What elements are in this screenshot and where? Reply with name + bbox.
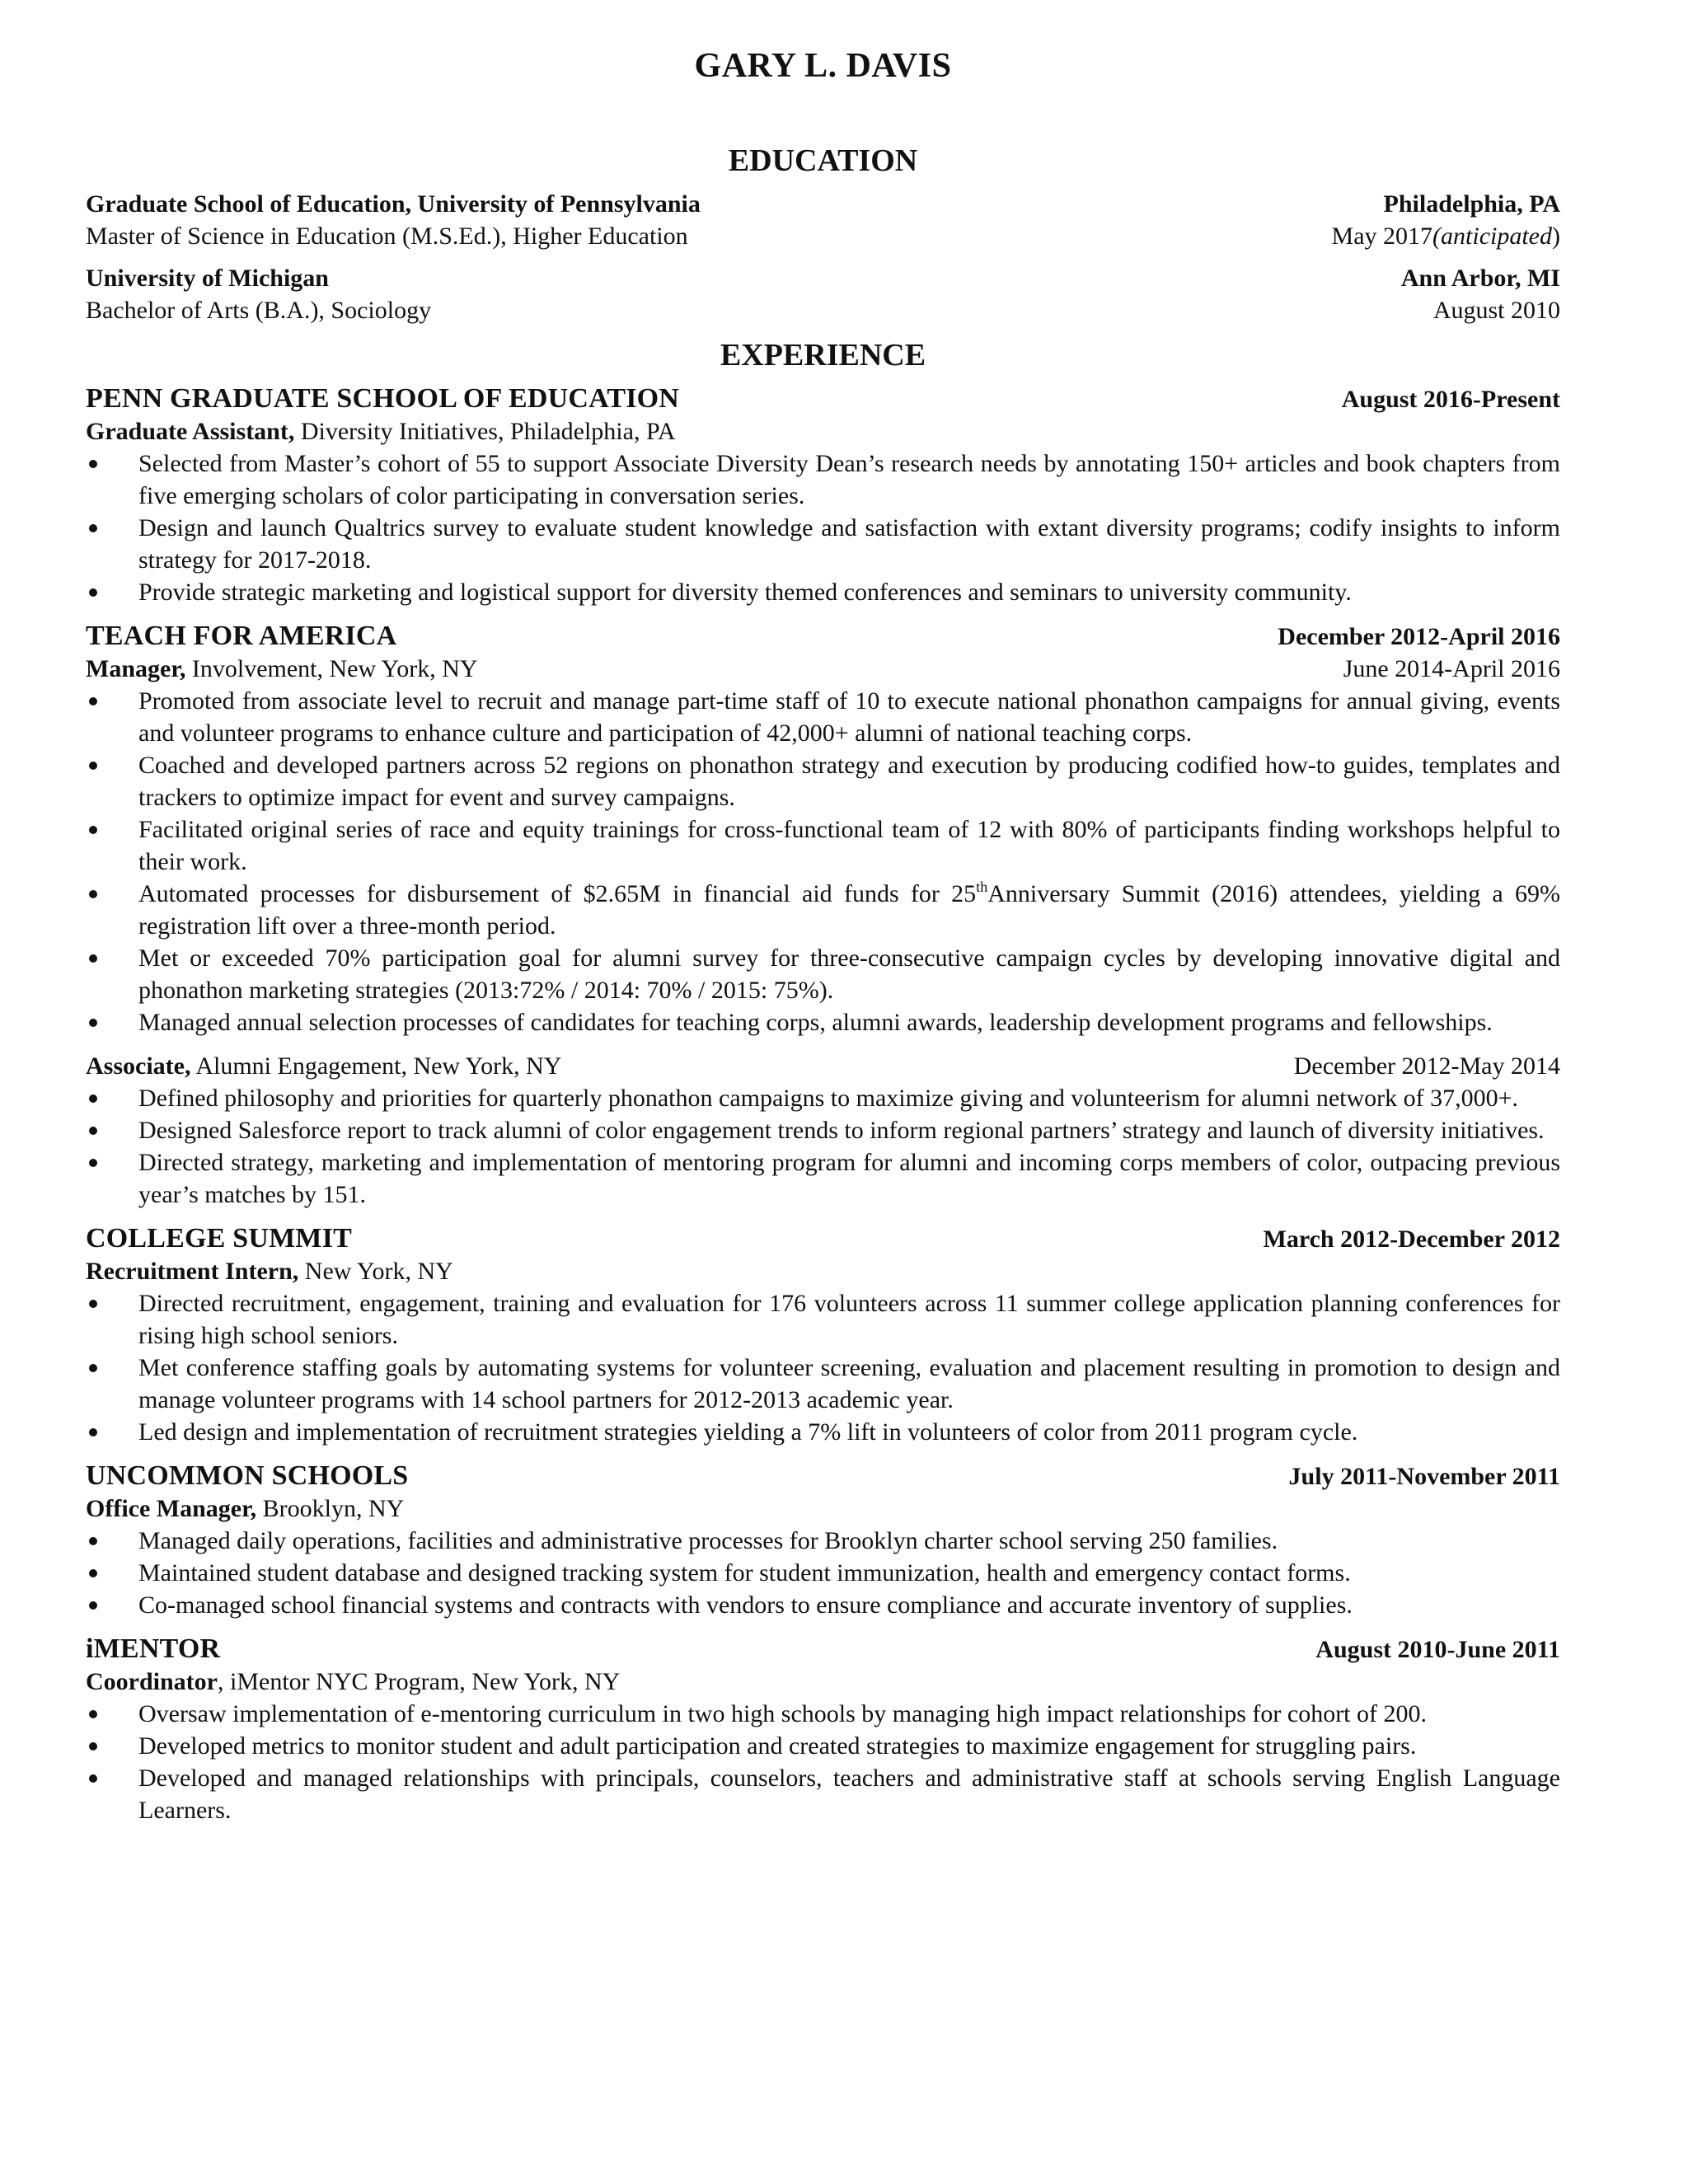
role-line <box>86 1666 620 1698</box>
candidate-name: GARY L. DAVIS <box>694 47 952 85</box>
organization-dates: August 2016-Present <box>1341 386 1560 413</box>
bullet-item: Facilitated original series of race and equity trainings for cross-functional team of 12 with 80% of participants finding workshops helpful to their work. <box>86 813 1560 878</box>
role-title: Associate, <box>86 1052 191 1080</box>
bullet-item: Oversaw implementation of e-mentoring curriculum in two high schools by managing high impact relationships for cohort of 200. <box>86 1698 1560 1730</box>
role-title: Graduate Assistant, <box>86 418 295 445</box>
organization-name: UNCOMMON SCHOOLS <box>86 1460 409 1491</box>
experience-heading: EXPERIENCE <box>720 338 926 373</box>
bullet-item: Maintained student database and designed tracking system for student immunization, health and emergency contact forms. <box>86 1557 1560 1589</box>
organization-name: iMENTOR <box>86 1633 221 1664</box>
bullet-item: Directed strategy, marketing and implementation of mentoring program for alumni and incoming corps members of color, outpacing previous year’s matches by 151. <box>86 1146 1560 1211</box>
bullet-list <box>86 1082 1560 1211</box>
school-location: Ann Arbor, MI <box>1400 265 1560 292</box>
role-detail: Brooklyn, NY <box>256 1495 405 1522</box>
org-header <box>86 1460 1560 1493</box>
organization-name: PENN GRADUATE SCHOOL OF EDUCATION <box>86 383 680 414</box>
bullet-item: Directed recruitment, engagement, training and evaluation for 176 volunteers across 11 summer college application planning conferences for rising high school seniors. <box>86 1287 1560 1352</box>
bullet-item: Coached and developed partners across 52 regions on phonathon strategy and execution by producing codified how-to guides, templates and trackers to optimize impact for event and survey campaigns. <box>86 749 1560 813</box>
bullet-item: Managed annual selection processes of candidates for teaching corps, alumni awards, leadership development programs and fellowships. <box>86 1006 1560 1038</box>
role-header <box>86 1666 1560 1698</box>
role-detail: Diversity Initiatives, Philadelphia, PA <box>294 418 676 445</box>
bullet-item: Met conference staffing goals by automating systems for volunteer screening, evaluation and placement resulting in promotion to design and manage volunteer programs with 14 school partners for 2012-2013 academic year. <box>86 1352 1560 1416</box>
role-title: Coordinator <box>86 1668 218 1695</box>
organization-name: COLLEGE SUMMIT <box>86 1223 353 1254</box>
role-header <box>86 1493 1560 1525</box>
date-note: (anticipated <box>1432 223 1552 250</box>
organization-dates: March 2012-December 2012 <box>1263 1226 1560 1253</box>
superscript: th <box>976 879 988 895</box>
bullet-item: Designed Salesforce report to track alumni of color engagement trends to inform regional partners’ strategy and launch of diversity initiatives. <box>86 1114 1560 1146</box>
org-header <box>86 1633 1560 1666</box>
organization-dates: July 2011-November 2011 <box>1288 1463 1560 1490</box>
role-detail: New York, NY <box>298 1258 453 1285</box>
education-heading: EDUCATION <box>728 143 918 178</box>
graduation-date: August 2010 <box>1432 297 1560 324</box>
experience-list <box>86 382 1560 1826</box>
degree: Master of Science in Education (M.S.Ed.), Higher Education <box>86 223 688 250</box>
bullet-item: Defined philosophy and priorities for quarterly phonathon campaigns to maximize giving and volunteerism for alumni network of 37,000+. <box>86 1082 1560 1114</box>
school-name: Graduate School of Education, University of Pennsylvania <box>86 190 701 218</box>
role-line <box>86 1493 404 1525</box>
bullet-item: Developed metrics to monitor student and adult participation and created strategies to maximize engagement for struggling pairs. <box>86 1730 1560 1762</box>
role-header <box>86 1050 1560 1082</box>
role-title: Manager, <box>86 655 186 682</box>
org-header <box>86 382 1560 415</box>
org-header <box>86 620 1560 653</box>
role-line <box>86 415 676 448</box>
bullet-item: Led design and implementation of recruitment strategies yielding a 7% lift in volunteers of color from 2011 program cycle. <box>86 1416 1560 1448</box>
experience-entry <box>86 1633 1560 1826</box>
graduation-date: May 2017(anticipated) <box>1331 223 1560 250</box>
degree: Bachelor of Arts (B.A.), Sociology <box>86 297 432 324</box>
organization-name: TEACH FOR AMERICA <box>86 621 397 651</box>
bullet-item: Selected from Master’s cohort of 55 to support Associate Diversity Dean’s research needs by annotating 150+ articles and book chapters from five emerging scholars of color participating in conversation series. <box>86 448 1560 512</box>
bullet-list <box>86 1698 1560 1826</box>
bullet-item <box>86 878 1560 942</box>
organization-dates: August 2010-June 2011 <box>1315 1636 1560 1663</box>
bullet-list <box>86 1525 1560 1621</box>
bullet-text: Automated processes for disbursement of $2.65M in financial aid funds for 25 <box>138 880 977 907</box>
role-header <box>86 415 1560 448</box>
organization-dates: December 2012-April 2016 <box>1278 623 1560 650</box>
bullet-item: Co-managed school financial systems and contracts with vendors to ensure compliance and accurate inventory of supplies. <box>86 1589 1560 1621</box>
education-entry-penn <box>86 188 1560 252</box>
role-header <box>86 653 1560 685</box>
role-dates: June 2014-April 2016 <box>1343 655 1560 682</box>
bullet-item: Design and launch Qualtrics survey to evaluate student knowledge and satisfaction with extant diversity programs; codify insights to inform strategy for 2017-2018. <box>86 512 1560 576</box>
role-line <box>86 1255 453 1287</box>
school-location: Philadelphia, PA <box>1383 190 1560 218</box>
org-header <box>86 1222 1560 1255</box>
bullet-item: Developed and managed relationships with principals, counselors, teachers and administrative staff at schools serving English Language Learners. <box>86 1762 1560 1826</box>
bullet-list <box>86 1287 1560 1448</box>
bullet-item: Provide strategic marketing and logistical support for diversity themed conferences and seminars to university community. <box>86 576 1560 608</box>
role-detail: Alumni Engagement, New York, NY <box>190 1052 562 1080</box>
role-line <box>86 653 478 685</box>
role-line <box>86 1050 561 1082</box>
bullet-text: Anniversary Summit (2016) attendees, yielding a 69% registration lift over a three-month period. <box>138 880 1560 940</box>
bullet-item: Managed daily operations, facilities and administrative processes for Brooklyn charter school serving 250 families. <box>86 1525 1560 1557</box>
bullet-list <box>86 448 1560 608</box>
role-detail: , iMentor NYC Program, New York, NY <box>218 1668 621 1695</box>
role-header <box>86 1255 1560 1287</box>
bullet-item: Met or exceeded 70% participation goal for alumni survey for three-consecutive campaign cycles by developing innovative digital and phonathon marketing strategies (2013:72% / 2014: 70% / 2015: 75%). <box>86 942 1560 1006</box>
bullet-list <box>86 685 1560 1038</box>
experience-entry <box>86 620 1560 1211</box>
role-title: Office Manager, <box>86 1495 257 1522</box>
experience-entry <box>86 1222 1560 1448</box>
role-detail: Involvement, New York, NY <box>185 655 478 682</box>
role-dates: December 2012-May 2014 <box>1293 1052 1560 1080</box>
bullet-item: Promoted from associate level to recruit and manage part-time staff of 10 to execute national phonathon campaigns for annual giving, events and volunteer programs to enhance culture and participation of 42,000+ alumni of national teaching corps. <box>86 685 1560 749</box>
experience-entry <box>86 382 1560 608</box>
education-entry-michigan <box>86 262 1560 326</box>
role-title: Recruitment Intern, <box>86 1258 299 1285</box>
experience-entry <box>86 1460 1560 1621</box>
school-name: University of Michigan <box>86 265 329 292</box>
